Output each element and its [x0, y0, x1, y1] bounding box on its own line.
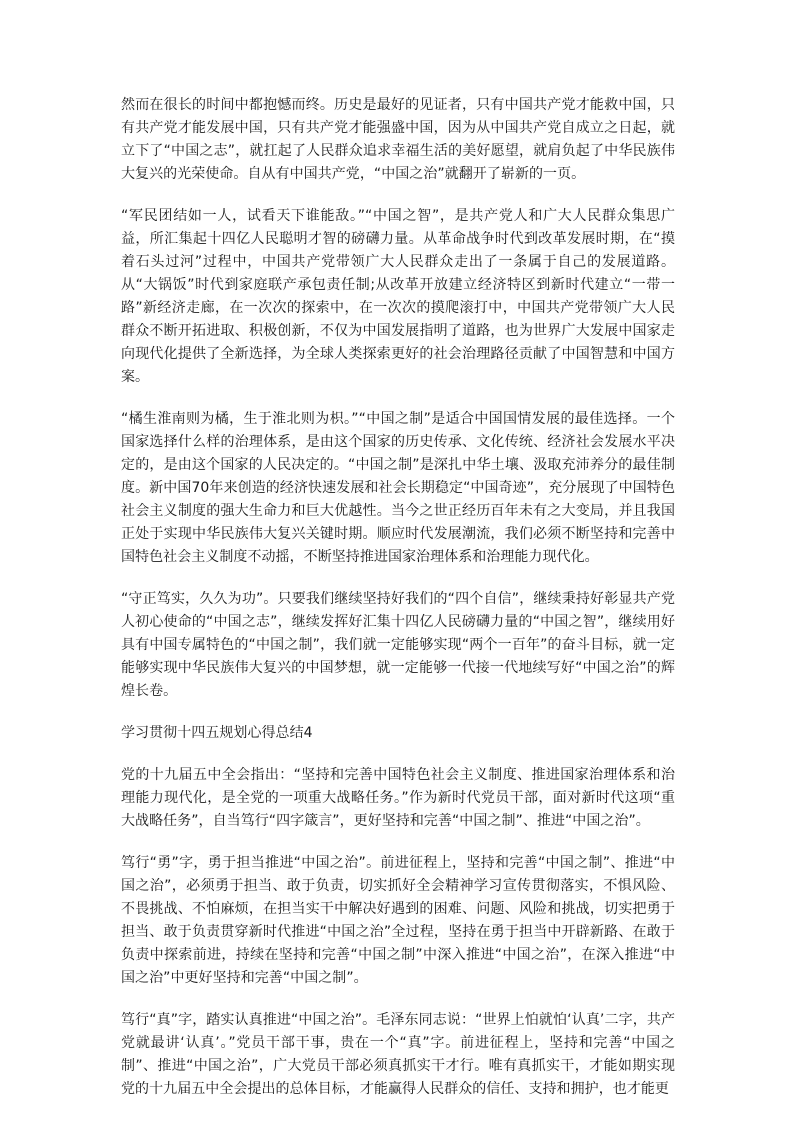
section-heading: 学习贯彻十四五规划心得总结4	[121, 725, 313, 741]
paragraph-chinese-system: “橘生淮南则为橘，生于淮北则为枳。”“中国之制”是适合中国国情发展的最佳选择。一个国家选择什么样的治理体系，是由这个国家的历史传承、文化传统、经济社会发展水平决定的，是由这个国家的人民决定的。“中国之制”是深扎中华土壤、汲取充沛养分的最佳制度。新中国70年来创造的经济快速发展和社会长期稳定“中国奇迹”，充分展现了中国特色社会主义制度的强大生命力和巨大优越性。当今之世正经历百年未有之大变局，并且我国正处于实现中华民族伟大复兴关键时期。顺应时代发展潮流，我们必须不断坚持和完善中国特色社会主义制度不动摇，不断坚持推进国家治理体系和治理能力现代化。	[121, 411, 675, 565]
paragraph-earnestness: 笃行“真”字，踏实认真推进“中国之治”。毛泽东同志说：“世界上怕就怕‘认真’二字，共产党就最讲‘认真’。”党员干部干事，贵在一个“真”字。前进征程上，坚持和完善“中国之制”、推进“中国之治”，广大党员干部必须真抓实干才行。唯有真抓实干，才能如期实现党的十九届五中全会提出的总体目标，才能赢得人民群众的信任、支持和拥护，也才能更	[121, 1012, 675, 1097]
paragraph-plenary-session: 党的十九届五中全会指出：“坚持和完善中国特色社会主义制度、推进国家治理体系和治理能力现代化，是全党的一项重大战略任务。”作为新时代党员干部，面对新时代这项“重大战略任务”，自当笃行“四字箴言”，更好坚持和完善“中国之制”、推进“中国之治”。	[121, 767, 675, 829]
paragraph-history: 然而在很长的时间中都抱憾而终。历史是最好的见证者，只有中国共产党才能救中国，只有共产党才能发展中国，只有共产党才能强盛中国，因为从中国共产党自成立之日起，就立下了“中国之志”，就扛起了人民群众追求幸福生活的美好愿望，就肩负起了中华民族伟大复兴的光荣使命。自从有中国共产党，“中国之治”就翻开了崭新的一页。	[121, 97, 675, 182]
paragraph-courage: 笃行“勇”字，勇于担当推进“中国之治”。前进征程上，坚持和完善“中国之制”、推进“中国之治”，必须勇于担当、敢于负责，切实抓好全会精神学习宣传贯彻落实，不惧风险、不畏挑战、不怕麻烦，在担当实干中解决好遇到的困难、问题、风险和挑战，切实把勇于担当、敢于负责贯穿新时代推进“中国之治”全过程，坚持在勇于担当中开辟新路、在敢于负责中探索前进，持续在坚持和完善“中国之制”中深入推进“中国之治”，在深入推进“中国之治”中更好坚持和完善“中国之制”。	[121, 855, 675, 986]
document-page	[121, 94, 675, 1120]
paragraph-persistence: “守正笃实，久久为功”。只要我们继续坚持好我们的“四个自信”，继续秉持好彰显共产党人初心使命的“中国之志”，继续发挥好汇集十四亿人民磅礴力量的“中国之智”，继续用好具有中国专属特色的“中国之制”，我们就一定能够实现“两个一百年”的奋斗目标，就一定能够实现中华民族伟大复兴的中国梦想，就一定能够一代接一代地续写好“中国之治”的辉煌长卷。	[121, 591, 675, 699]
paragraph-chinese-wisdom: “军民团结如一人，试看天下谁能敌。”“中国之智”，是共产党人和广大人民群众集思广益，所汇集起十四亿人民聪明才智的磅礴力量。从革命战争时代到改革发展时期，在“摸着石头过河”过程中，中国共产党带领广大人民群众走出了一条属于自己的发展道路。从“大锅饭”时代到家庭联产承包责任制;从改革开放建立经济特区到新时代建立“一带一路”新经济走廊，在一次次的探索中，在一次次的摸爬滚打中，中国共产党带领广大人民群众不断开拓进取、积极创新，不仅为中国发展指明了道路，也为世界广大发展中国家走向现代化提供了全新选择，为全球人类探索更好的社会治理路径贡献了中国智慧和中国方案。	[121, 208, 675, 385]
